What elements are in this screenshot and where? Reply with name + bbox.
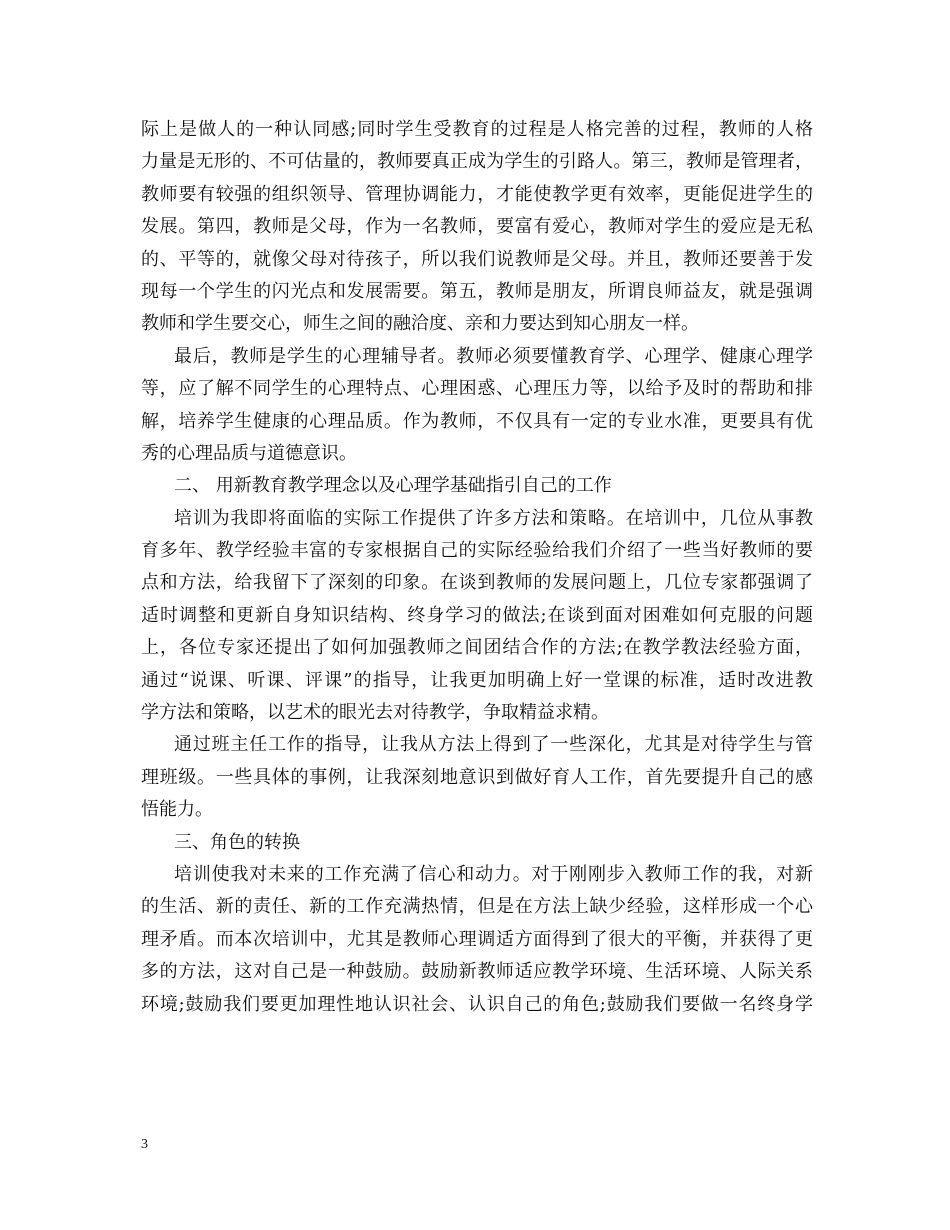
text-line: 的生活、新的责任、新的工作充满热情，但是在方法上缺少经验，这样形成一个心 bbox=[141, 896, 813, 918]
text-line: 力量是无形的、不可估量的，教师要真正成为学生的引路人。第三，教师是管理者， bbox=[141, 151, 813, 173]
text-line: 秀的心理品质与道德意识。 bbox=[141, 442, 357, 464]
text-line: 等，应了解不同学生的心理特点、心理困惑、心理压力等，以给予及时的帮助和排 bbox=[141, 378, 813, 400]
text-line: 适时调整和更新自身知识结构、终身学习的做法;在谈到面对困难如何克服的问题 bbox=[141, 604, 813, 626]
text-line: 际上是做人的一种认同感;同时学生受教育的过程是人格完善的过程，教师的人格 bbox=[141, 119, 813, 140]
text-line: 培训使我对未来的工作充满了信心和动力。对于刚刚步入教师工作的我，对新 bbox=[174, 863, 813, 885]
text-line: 学方法和策略，以艺术的眼光去对待教学，争取精益求精。 bbox=[141, 702, 609, 724]
text-line: 三、角色的转换 bbox=[174, 831, 300, 853]
text-line: 悟能力。 bbox=[141, 799, 213, 821]
text-line: 教师要有较强的组织领导、管理协调能力，才能使教学更有效率，更能促进学生的 bbox=[141, 183, 813, 205]
text-line: 理矛盾。而本次培训中，尤其是教师心理调适方面得到了很大的平衡，并获得了更 bbox=[141, 928, 813, 950]
text-line: 理班级。一些具体的事例，让我深刻地意识到做好育人工作，首先要提升自己的感 bbox=[141, 766, 813, 788]
text-line: 的、平等的，就像父母对待孩子，所以我们说教师是父母。并且，教师还要善于发 bbox=[141, 248, 813, 270]
text-line: 发展。第四，教师是父母，作为一名教师，要富有爱心，教师对学生的爱应是无私 bbox=[141, 216, 813, 238]
text-line: 通过“说课、听课、评课”的指导，让我更加明确上好一堂课的标准，适时改进教 bbox=[141, 669, 813, 691]
text-line: 育多年、教学经验丰富的专家根据自己的实际经验给我们介绍了一些当好教师的要 bbox=[141, 540, 813, 562]
text-line: 通过班主任工作的指导，让我从方法上得到了一些深化，尤其是对待学生与管 bbox=[174, 734, 813, 756]
text-line: 解，培养学生健康的心理品质。作为教师，不仅具有一定的专业水准，更要具有优 bbox=[141, 410, 813, 432]
text-line: 教师和学生要交心，师生之间的融洽度、亲和力要达到知心朋友一样。 bbox=[141, 313, 699, 335]
text-line: 上，各位专家还提出了如何加强教师之间团结合作的方法;在教学教法经验方面， bbox=[141, 637, 813, 659]
text-line: 点和方法，给我留下了深刻的印象。在谈到教师的发展问题上，几位专家都强调了 bbox=[141, 572, 813, 594]
text-line: 多的方法，这对自己是一种鼓励。鼓励新教师适应教学环境、生活环境、人际关系 bbox=[141, 961, 813, 983]
text-line: 二、 用新教育教学理念以及心理学基础指引自己的工作 bbox=[174, 475, 612, 497]
body-text bbox=[141, 114, 813, 1021]
text-line: 现每一个学生的闪光点和发展需要。第五，教师是朋友，所谓良师益友，就是强调 bbox=[141, 280, 813, 302]
text-line: 最后，教师是学生的心理辅导者。教师必须要懂教育学、心理学、健康心理学 bbox=[174, 345, 813, 367]
text-line: 培训为我即将面临的实际工作提供了许多方法和策略。在培训中，几位从事教 bbox=[174, 507, 813, 529]
page-number: 3 bbox=[141, 1137, 148, 1152]
text-line: 环境;鼓励我们要更加理性地认识社会、认识自己的角色;鼓励我们要做一名终身学 bbox=[141, 993, 813, 1015]
